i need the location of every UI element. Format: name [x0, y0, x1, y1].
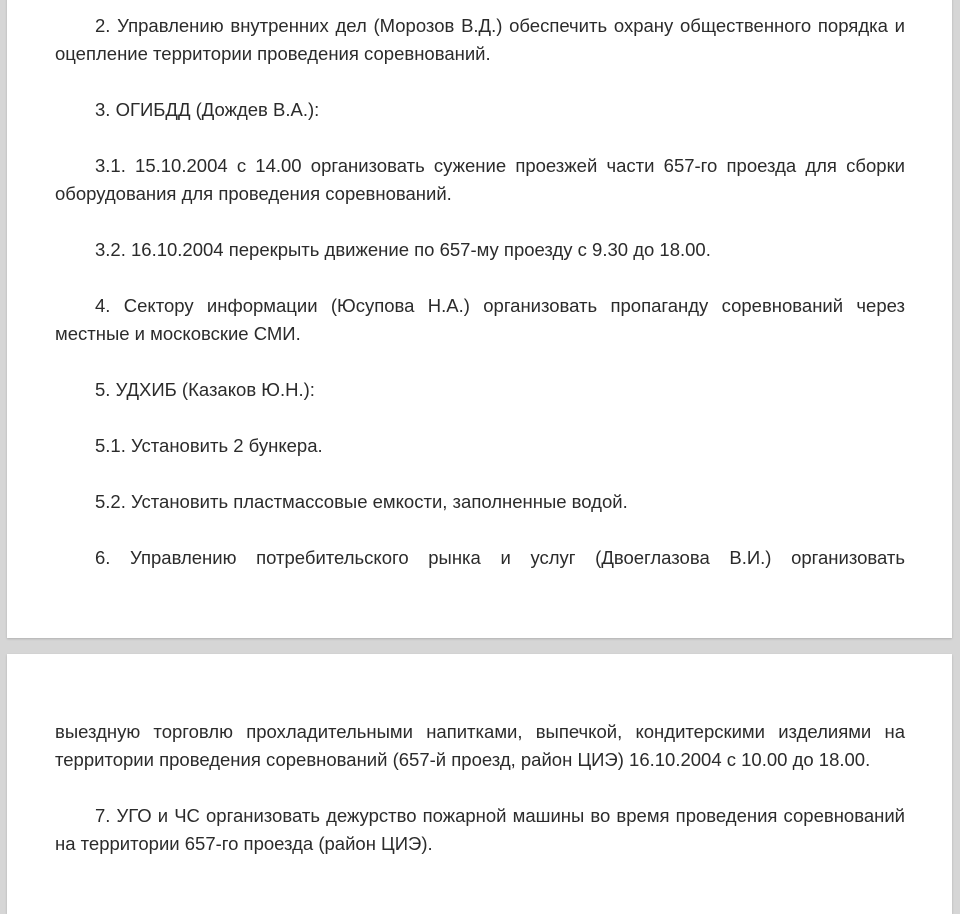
paragraph-3: 3. ОГИБДД (Дождев В.А.):	[95, 99, 320, 120]
paragraph-7: 7. УГО и ЧС организовать дежурство пожарной машины во время проведения соревнований на территории 657-го проезда (район ЦИЭ).	[55, 805, 905, 854]
paragraph-5: 5. УДХИБ (Казаков Ю.Н.):	[95, 379, 315, 400]
paragraph-6-start: 6. Управлению потребительского рынка и услуг (Двоеглазова В.И.) организовать	[95, 547, 905, 568]
paragraph-4: 4. Сектору информации (Юсупова Н.А.) организовать пропаганду соревнований через местные и московские СМИ.	[55, 295, 905, 344]
paragraph-6-continued: выездную торговлю прохладительными напитками, выпечкой, кондитерскими изделиями на территории проведения соревнований (657-й проезд, район ЦИЭ) 16.10.2004 с 10.00 до 18.00.	[55, 721, 905, 770]
document-page-1	[7, 0, 952, 638]
paragraph-5-2: 5.2. Установить пластмассовые емкости, заполненные водой.	[95, 491, 628, 512]
document-page-2	[7, 654, 952, 914]
paragraph-3-2: 3.2. 16.10.2004 перекрыть движение по 657-му проезду с 9.30 до 18.00.	[95, 239, 711, 260]
paragraph-3-1: 3.1. 15.10.2004 с 14.00 организовать сужение проезжей части 657-го проезда для сборки оборудования для проведения соревнований.	[55, 155, 905, 204]
page-text	[55, 718, 905, 886]
paragraph-5-1: 5.1. Установить 2 бункера.	[95, 435, 323, 456]
paragraph-2: 2. Управлению внутренних дел (Морозов В.Д.) обеспечить охрану общественного порядка и оцепление территории проведения соревнований.	[55, 15, 905, 64]
page-text	[55, 12, 905, 600]
